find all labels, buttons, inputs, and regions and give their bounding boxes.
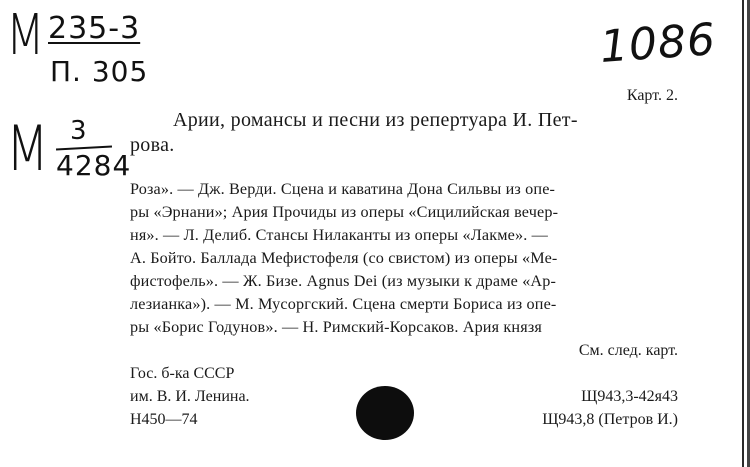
library-name-cont: им. В. И. Ленина. <box>130 388 250 405</box>
body-line: Роза». — Дж. Верди. Сцена и каватина Дона Сильвы из опе- <box>130 180 556 198</box>
classification-code: Щ943,3-42я43 <box>581 388 678 405</box>
handwritten-m-bottom: М <box>6 112 49 185</box>
body-line: фистофель». — Ж. Бизе. Agnus Dei (из музыки к драме «Ар- <box>130 272 557 290</box>
card-number: Карт. 2. <box>626 87 678 104</box>
classification-code-secondary: Щ943,8 (Петров И.) <box>542 411 678 428</box>
handwritten-fraction-top: 3 <box>70 116 87 146</box>
body-line: лезианка»). — М. Мусоргский. Сцена смерти Бориса из опе- <box>130 295 557 313</box>
handwritten-shelf-mark: 235-3 <box>48 11 141 46</box>
body-line: ры «Эрнани»; Ария Прочиды из оперы «Сицилийская вечер- <box>130 203 559 221</box>
body-line: А. Бойто. Баллада Мефистофеля (со свистом) из оперы «Ме- <box>130 249 558 267</box>
see-next-card: См. след. карт. <box>578 342 678 359</box>
order-number: Н450—74 <box>130 411 198 428</box>
title-line-1: Арии, романсы и песни из репертуара И. Пет- <box>173 109 578 131</box>
handwritten-record-number: 1086 <box>598 14 718 73</box>
handwritten-fraction-bottom: 4284 <box>56 149 132 182</box>
handwritten-shelf-number: П. 305 <box>50 55 149 88</box>
title-line-2: рова. <box>130 134 175 156</box>
body-line: ры «Борис Годунов». — Н. Римский-Корсаков. Ария князя <box>130 318 542 336</box>
handwritten-m-top: М <box>6 3 45 68</box>
library-name: Гос. б-ка СССР <box>130 365 235 382</box>
body-line: ня». — Л. Делиб. Стансы Нилаканты из оперы «Лакме». — <box>130 226 548 244</box>
card-edge-line <box>742 0 744 467</box>
punch-hole <box>356 386 414 440</box>
